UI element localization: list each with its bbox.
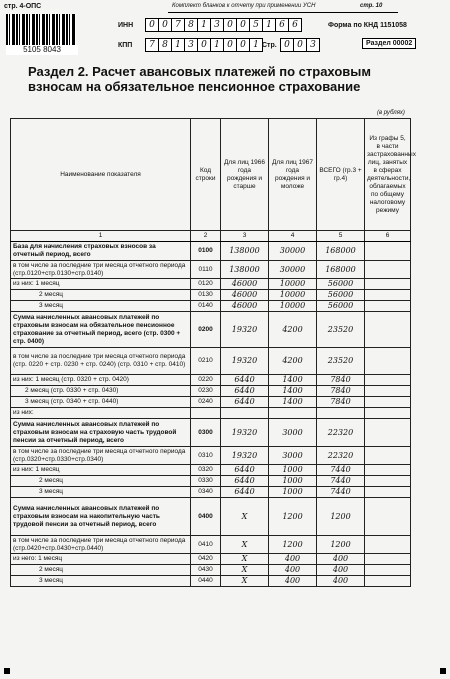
value-col3[interactable]: 6440 [221, 375, 269, 386]
col-number: 5 [317, 231, 365, 242]
value-col4[interactable]: 1400 [269, 397, 317, 408]
digit-cell[interactable]: 0 [145, 18, 159, 32]
value-col5[interactable]: 7440 [317, 487, 365, 498]
value-col5[interactable]: 7840 [317, 397, 365, 408]
table-row [11, 447, 411, 465]
kpp-field[interactable] [145, 38, 263, 52]
digit-cell[interactable]: 0 [280, 38, 294, 52]
value-col5[interactable]: 400 [317, 576, 365, 587]
barcode-number: 5105 8043 [6, 45, 78, 55]
table-row [11, 419, 411, 447]
value-col6[interactable] [365, 279, 411, 290]
value-col6[interactable] [365, 419, 411, 447]
page-title: Раздел 2. Расчет авансовых платежей по страховым взносам на обязательное пенсионное страхование [28, 64, 371, 94]
value-col6[interactable] [365, 554, 411, 565]
table-row [11, 386, 411, 397]
digit-cell[interactable]: 8 [185, 18, 198, 32]
table-row [11, 465, 411, 476]
table-row [11, 290, 411, 301]
value-col3[interactable]: 46000 [221, 279, 269, 290]
row-code: 0440 [191, 576, 221, 587]
row-code: 0400 [191, 498, 221, 536]
digit-cell[interactable]: 5 [250, 18, 263, 32]
value-col4[interactable]: 10000 [269, 290, 317, 301]
value-col6[interactable] [365, 565, 411, 576]
value-col4[interactable]: 1400 [269, 375, 317, 386]
row-code: 0210 [191, 348, 221, 375]
digit-cell[interactable]: 3 [307, 38, 320, 52]
row-name: 2 месяц [11, 476, 191, 487]
value-col5[interactable]: 23520 [317, 312, 365, 348]
value-col5[interactable]: 400 [317, 565, 365, 576]
value-col4[interactable]: 4200 [269, 348, 317, 375]
row-name: в том числе за последние три месяца отчетного периода (стр.0120+стр.0130+стр.0140) [11, 261, 191, 279]
value-col4[interactable]: 3000 [269, 419, 317, 447]
value-col5[interactable]: 56000 [317, 290, 365, 301]
value-col3[interactable]: 6440 [221, 476, 269, 487]
form-label: Форма по КНД 1151058 [328, 22, 407, 29]
kpp-label: КПП [118, 42, 133, 49]
row-name: 2 месяц [11, 290, 191, 301]
value-col4[interactable]: 1200 [269, 498, 317, 536]
value-col5[interactable] [317, 408, 365, 419]
value-col6[interactable] [365, 386, 411, 397]
digit-cell[interactable]: 3 [185, 38, 198, 52]
complex-note: Комплект бланков к отчету при применении УСН [172, 3, 316, 9]
value-col6[interactable] [365, 375, 411, 386]
value-col5[interactable]: 168000 [317, 242, 365, 261]
row-name: из них: [11, 408, 191, 419]
value-col6[interactable] [365, 242, 411, 261]
value-col3[interactable]: 19320 [221, 348, 269, 375]
value-col5[interactable]: 56000 [317, 279, 365, 290]
digit-cell[interactable]: 7 [172, 18, 185, 32]
row-code: 0230 [191, 386, 221, 397]
value-col6[interactable] [365, 261, 411, 279]
digit-cell[interactable]: 0 [224, 18, 237, 32]
digit-cell[interactable]: 1 [250, 38, 263, 52]
col-number: 4 [269, 231, 317, 242]
digit-cell[interactable]: 1 [263, 18, 276, 32]
digit-cell[interactable]: 8 [159, 38, 172, 52]
value-col3[interactable]: 19320 [221, 419, 269, 447]
row-code: 0330 [191, 476, 221, 487]
value-col3[interactable]: Х [221, 576, 269, 587]
value-col6[interactable] [365, 536, 411, 554]
digit-cell[interactable]: 3 [211, 18, 224, 32]
row-name: База для начисления страховых взносов за отчетный период, всего [11, 242, 191, 261]
value-col6[interactable] [365, 301, 411, 312]
value-col4[interactable]: 10000 [269, 301, 317, 312]
value-col6[interactable] [365, 447, 411, 465]
row-code: 0420 [191, 554, 221, 565]
row-name: 3 месяц (стр. 0340 + стр. 0440) [11, 397, 191, 408]
row-code: 0320 [191, 465, 221, 476]
header-col3: Для лиц 1966 года рождения и старше [221, 119, 269, 231]
row-code: 0410 [191, 536, 221, 554]
digit-cell[interactable]: 6 [276, 18, 289, 32]
row-code: 0310 [191, 447, 221, 465]
digit-cell[interactable]: 6 [289, 18, 302, 32]
header-name: Наименование показателя [11, 119, 191, 231]
value-col5[interactable]: 22320 [317, 447, 365, 465]
table-row [11, 576, 411, 587]
table-row [11, 408, 411, 419]
row-code: 0200 [191, 312, 221, 348]
value-col5[interactable]: 7440 [317, 465, 365, 476]
header-col5: ВСЕГО (гр.3 + гр.4) [317, 119, 365, 231]
row-name: из них: 1 месяц (стр. 0320 + стр. 0420) [11, 375, 191, 386]
value-col3[interactable]: Х [221, 498, 269, 536]
value-col4[interactable]: 400 [269, 554, 317, 565]
row-name: в том числе за последние три месяца отчетного периода (стр.0420+стр.0430+стр.0440) [11, 536, 191, 554]
row-code: 0110 [191, 261, 221, 279]
row-name: Сумма начисленных авансовых платежей по страховым взносам на накопительную часть трудовой пенсии за отчетный период, всего [11, 498, 191, 536]
value-col6[interactable] [365, 465, 411, 476]
page-field-label: Стр. [262, 42, 277, 49]
value-col4[interactable] [269, 408, 317, 419]
value-col4[interactable]: 1000 [269, 487, 317, 498]
table-row [11, 476, 411, 487]
value-col6[interactable] [365, 408, 411, 419]
value-col3[interactable]: 138000 [221, 261, 269, 279]
value-col4[interactable]: 4200 [269, 312, 317, 348]
col-number: 1 [11, 231, 191, 242]
value-col5[interactable]: 400 [317, 554, 365, 565]
row-name: 3 месяц [11, 487, 191, 498]
table-row [11, 261, 411, 279]
digit-cell[interactable]: 0 [294, 38, 307, 52]
row-name: из него: 1 месяц [11, 554, 191, 565]
value-col3[interactable]: Х [221, 565, 269, 576]
value-col5[interactable]: 23520 [317, 348, 365, 375]
digit-cell[interactable]: 0 [159, 18, 172, 32]
value-col4[interactable]: 400 [269, 565, 317, 576]
header-code: Код строки [191, 119, 221, 231]
value-col6[interactable] [365, 312, 411, 348]
row-name: Сумма начисленных авансовых платежей по страховым взносам на страховую часть трудовой пенсии за отчетный период, всего [11, 419, 191, 447]
value-col4[interactable]: 30000 [269, 261, 317, 279]
header-col4: Для лиц 1967 года рождения и моложе [269, 119, 317, 231]
col-number: 6 [365, 231, 411, 242]
table-row [11, 565, 411, 576]
value-col3[interactable]: Х [221, 554, 269, 565]
value-col4[interactable]: 1400 [269, 386, 317, 397]
value-col3[interactable]: 46000 [221, 301, 269, 312]
inn-label: ИНН [118, 22, 134, 29]
inn-field[interactable] [145, 18, 302, 32]
digit-cell[interactable]: 1 [198, 18, 211, 32]
value-col5[interactable]: 56000 [317, 301, 365, 312]
digit-cell[interactable]: 0 [198, 38, 211, 52]
value-col6[interactable] [365, 397, 411, 408]
table-row [11, 487, 411, 498]
table-row [11, 375, 411, 386]
table-row [11, 536, 411, 554]
value-col3[interactable]: 6440 [221, 397, 269, 408]
row-code: 0100 [191, 242, 221, 261]
digit-cell[interactable]: 0 [237, 18, 250, 32]
table-row [11, 279, 411, 290]
value-col3[interactable]: 138000 [221, 242, 269, 261]
value-col4[interactable]: 1000 [269, 465, 317, 476]
row-name: Сумма начисленных авансовых платежей по страховым взносам на обязательное пенсионное страхование за отчетный период, всего (стр. 0300 + стр. 0400) [11, 312, 191, 348]
value-col4[interactable]: 10000 [269, 279, 317, 290]
value-col3[interactable]: Х [221, 536, 269, 554]
table-row [11, 348, 411, 375]
value-col5[interactable]: 7440 [317, 476, 365, 487]
value-col4[interactable]: 1000 [269, 476, 317, 487]
page-number: стр. 10 [360, 3, 383, 9]
table-row [11, 312, 411, 348]
row-name: 2 месяц [11, 565, 191, 576]
value-col5[interactable]: 7840 [317, 375, 365, 386]
header-col6: Из графы 5, в части застрахованных лиц, занятых в сферах деятельности, облагаемых по общему налоговому режиму [365, 119, 411, 231]
value-col3[interactable]: 6440 [221, 487, 269, 498]
digit-cell[interactable]: 0 [224, 38, 237, 52]
value-col3[interactable]: 19320 [221, 312, 269, 348]
value-col6[interactable] [365, 476, 411, 487]
value-col4[interactable]: 400 [269, 576, 317, 587]
row-name: из них: 1 месяц [11, 279, 191, 290]
row-name: из них: 1 месяц [11, 465, 191, 476]
digit-cell[interactable]: 7 [145, 38, 159, 52]
table-row [11, 397, 411, 408]
value-col5[interactable]: 1200 [317, 498, 365, 536]
value-col6[interactable] [365, 498, 411, 536]
value-col5[interactable]: 1200 [317, 536, 365, 554]
row-code [191, 408, 221, 419]
value-col6[interactable] [365, 348, 411, 375]
row-name: в том числе за последние три месяца отчетного периода (стр. 0220 + стр. 0230 + стр. 0240) (стр. 0310 + стр. 0410) [11, 348, 191, 375]
value-col4[interactable]: 3000 [269, 447, 317, 465]
value-col3[interactable]: 6440 [221, 465, 269, 476]
row-name: 3 месяц [11, 576, 191, 587]
value-col3[interactable] [221, 408, 269, 419]
row-name: 2 месяц (стр. 0330 + стр. 0430) [11, 386, 191, 397]
value-col4[interactable]: 30000 [269, 242, 317, 261]
table-header-row [11, 119, 411, 231]
value-col6[interactable] [365, 290, 411, 301]
digit-cell[interactable]: 1 [172, 38, 185, 52]
value-col5[interactable]: 22320 [317, 419, 365, 447]
value-col5[interactable]: 7840 [317, 386, 365, 397]
value-col3[interactable]: 46000 [221, 290, 269, 301]
row-code: 0130 [191, 290, 221, 301]
row-name: 3 месяц [11, 301, 191, 312]
razdel-badge: Раздел 00002 [362, 38, 416, 49]
column-number-row [11, 231, 411, 242]
units-note: (в рублях) [377, 110, 405, 116]
row-code: 0300 [191, 419, 221, 447]
digit-cell[interactable]: 0 [237, 38, 250, 52]
value-col6[interactable] [365, 576, 411, 587]
row-code: 0340 [191, 487, 221, 498]
table-row [11, 242, 411, 261]
col-number: 2 [191, 231, 221, 242]
page-field[interactable] [280, 38, 320, 52]
col-number: 3 [221, 231, 269, 242]
row-code: 0240 [191, 397, 221, 408]
value-col6[interactable] [365, 487, 411, 498]
table-row [11, 554, 411, 565]
header-rule [168, 12, 398, 13]
value-col3[interactable]: 6440 [221, 386, 269, 397]
row-code: 0120 [191, 279, 221, 290]
page-label: стр. 4-ОПС [4, 3, 42, 10]
table-row [11, 498, 411, 536]
value-col5[interactable]: 168000 [317, 261, 365, 279]
row-code: 0140 [191, 301, 221, 312]
table-row [11, 301, 411, 312]
row-code: 0430 [191, 565, 221, 576]
digit-cell[interactable]: 1 [211, 38, 224, 52]
row-name: в том числе за последние три месяца отчетного периода (стр.0320+стр.0330+стр.0340) [11, 447, 191, 465]
value-col3[interactable]: 19320 [221, 447, 269, 465]
report-table [10, 118, 416, 587]
value-col4[interactable]: 1200 [269, 536, 317, 554]
row-code: 0220 [191, 375, 221, 386]
